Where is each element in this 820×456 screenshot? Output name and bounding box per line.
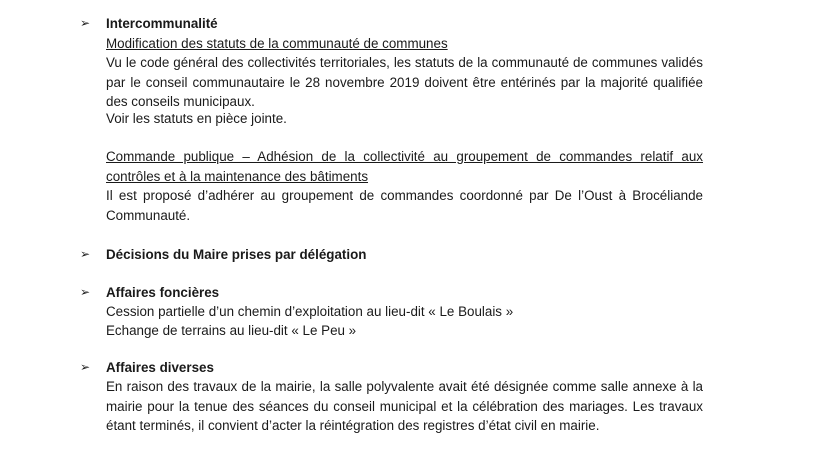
bullet-arrow-icon: ➢ <box>80 16 91 30</box>
section-title-intercommunalite: Intercommunalité <box>106 16 218 31</box>
bullet-arrow-icon: ➢ <box>80 247 91 261</box>
subsection-heading-commande-publique: Commande publique – Adhésion de la collectivité au groupement de commandes relatif aux contrôles et à la maintenance des bâtiments <box>106 149 703 184</box>
section-title-decisions: Décisions du Maire prises par délégation <box>106 247 367 262</box>
list-item: Echange de terrains au lieu-dit « Le Peu » <box>106 323 357 338</box>
bullet-arrow-icon: ➢ <box>80 360 91 374</box>
list-item: Cession partielle d’un chemin d’exploitation au lieu-dit « Le Boulais » <box>106 304 514 319</box>
paragraph-diverses: En raison des travaux de la mairie, la salle polyvalente avait été désignée comme salle annexe à la mairie pour la tenue des séances du conseil municipal et la célébration des mariages. Les travaux étant terminés, il convient d’acter la réintégration des registres d’état civil en mairie. <box>106 379 703 433</box>
paragraph-commande-publique: Il est proposé d’adhérer au groupement de commandes coordonné par De l’Oust à Brocéliande Communauté. <box>106 188 703 223</box>
note-statuts: Voir les statuts en pièce jointe. <box>106 111 287 126</box>
bullet-arrow-icon: ➢ <box>80 285 91 299</box>
section-title-foncieres: Affaires foncières <box>106 285 220 300</box>
section-title-diverses: Affaires diverses <box>106 360 214 375</box>
subsection-heading-statuts: Modification des statuts de la communauté de communes <box>106 36 448 51</box>
paragraph-statuts: Vu le code général des collectivités territoriales, les statuts de la communauté de communes validés par le conseil communautaire le 28 novembre 2019 doivent être entérinés par la majorité qualifiée des conseils municipaux. <box>106 55 703 109</box>
